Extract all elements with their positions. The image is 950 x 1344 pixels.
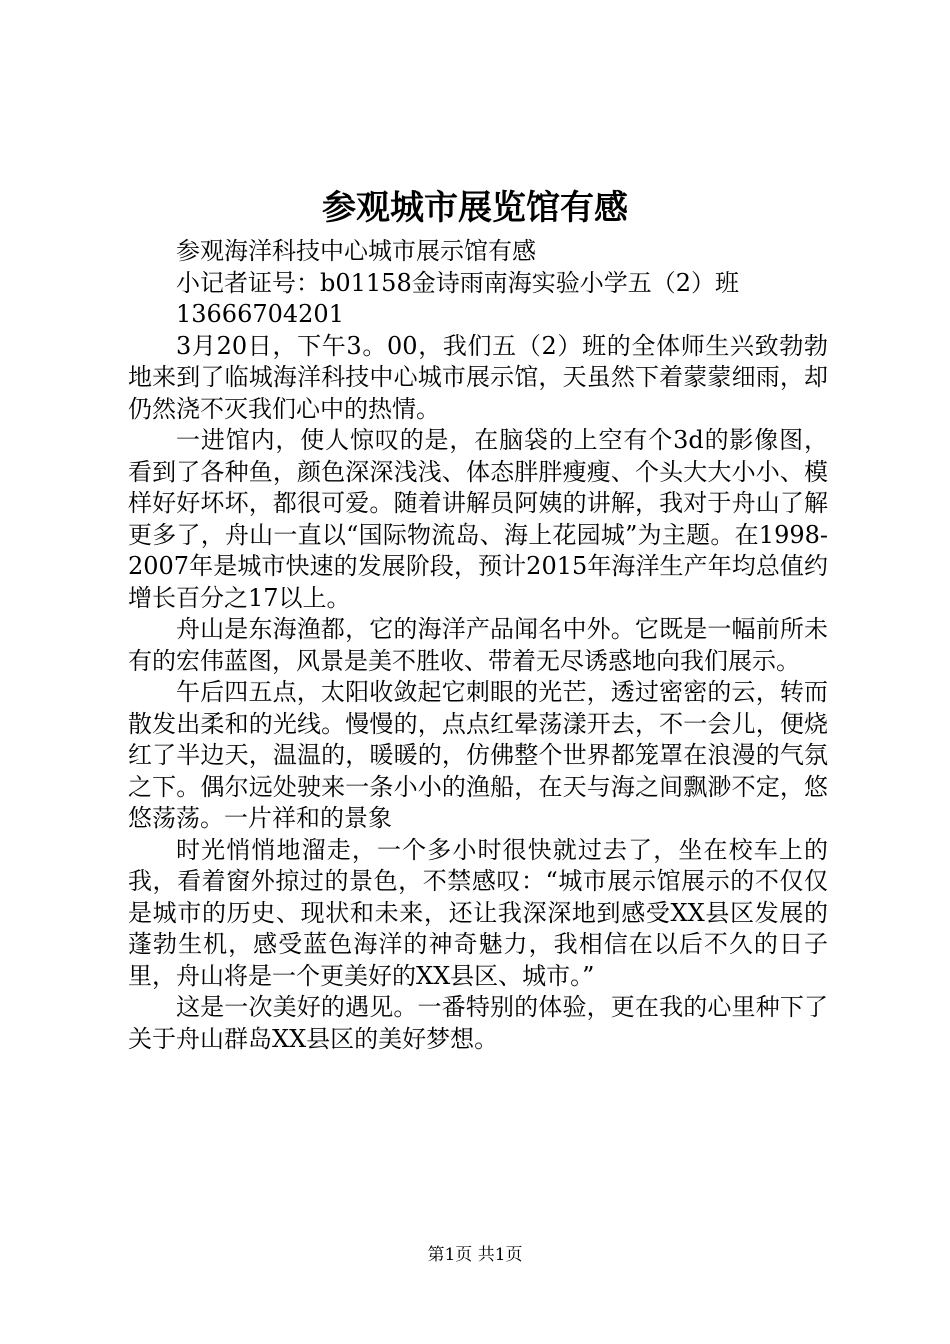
paragraph-phone: 13666704201 [176,300,344,328]
page-footer: 第1页 共1页 [427,1245,523,1265]
paragraph-visit-intro: 3月20日，下午3。00，我们五（2）班的全体师生兴致勃勃地来到了临城海洋科技中心城市展示馆，天虽然下着蒙蒙细雨，却仍然浇不灭我们心中的热情。 [128,331,828,423]
document-body [128,236,828,1055]
paragraph-subtitle: 参观海洋科技中心城市展示馆有感 [176,237,536,265]
paragraph-conclusion: 这是一次美好的遇见。一番特别的体验，更在我的心里种下了关于舟山群岛XX县区的美好梦想。 [128,993,828,1053]
paragraph-reflection: 时光悄悄地溜走，一个多小时很快就过去了，坐在校车上的我，看着窗外掠过的景色，不禁感叹：“城市展示馆展示的不仅仅是城市的历史、现状和未来，还让我深深地到感受XX县区发展的蓬勃生机，感受蓝色海洋的神奇魅力，我相信在以后不久的日子里，舟山将是一个更美好的XX县区、城市。” [128,835,828,990]
document-title: 参观城市展览馆有感 [322,188,628,228]
paragraph-inside-hall: 一进馆内，使人惊叹的是，在脑袋的上空有个3d的影像图，看到了各种鱼，颜色深深浅浅、体态胖胖瘦瘦、个头大大小小、模样好好坏坏，都很可爱。随着讲解员阿姨的讲解，我对于舟山了解更多了，舟山一直以“国际物流岛、海上花园城”为主题。在1998-2007年是城市快速的发展阶段，预计2015年海洋生产年均总值约增长百分之17以上。 [128,426,828,612]
paragraph-zhoushan: 舟山是东海渔都，它的海洋产品闻名中外。它既是一幅前所未有的宏伟蓝图，风景是美不胜收、带着无尽诱惑地向我们展示。 [128,615,828,675]
paragraph-sunset: 午后四五点，太阳收敛起它刺眼的光芒，透过密密的云，转而散发出柔和的光线。慢慢的，点点红晕荡漾开去，不一会儿，便烧红了半边天，温温的，暖暖的，仿佛整个世界都笼罩在浪漫的气氛之下。偶尔远处驶来一条小小的渔船，在天与海之间飘渺不定，悠悠荡荡。一片祥和的景象 [128,678,828,832]
paragraph-reporter-id: 小记者证号：b01158金诗雨南海实验小学五（2）班 [176,268,739,297]
